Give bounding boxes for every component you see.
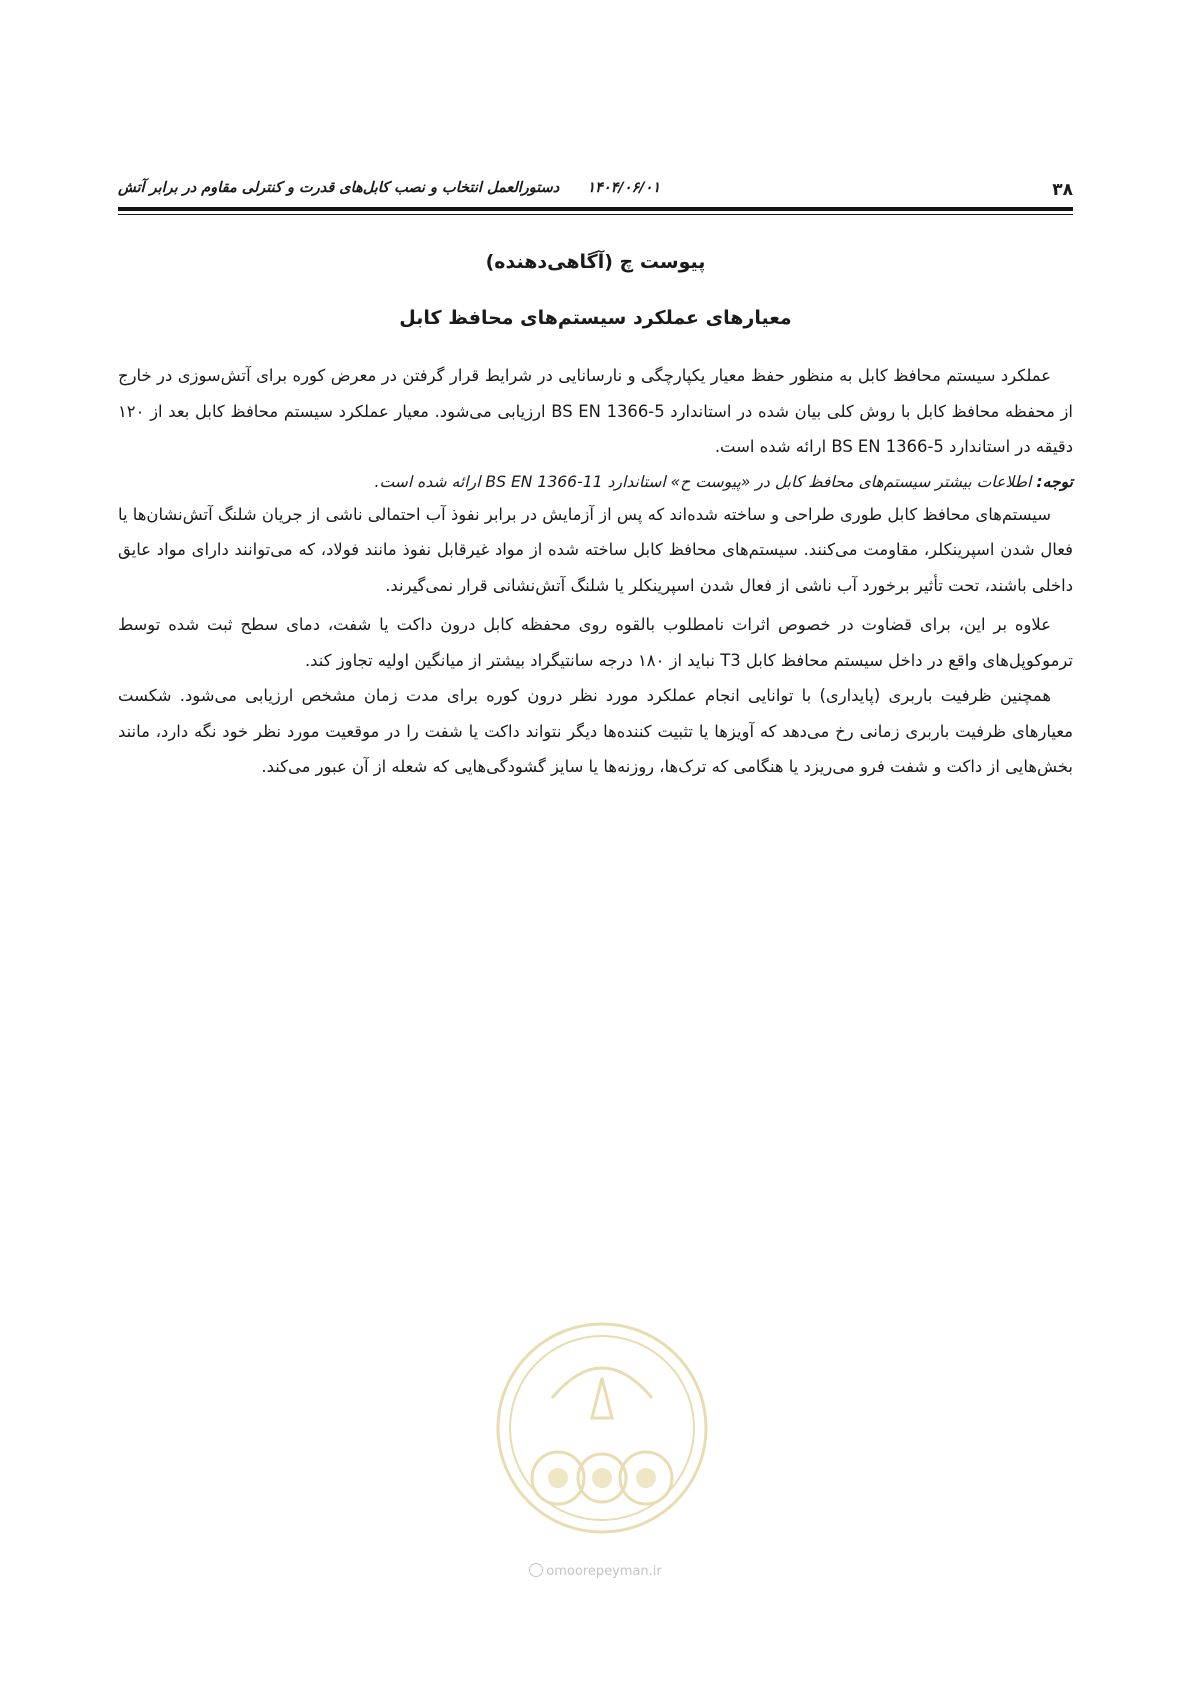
organization-seal-icon	[492, 1318, 712, 1538]
page-header	[118, 178, 1073, 204]
annex-title: پیوست چ (آگاهی‌دهنده)	[485, 251, 706, 273]
watermark-text: omoorepeyman.ir	[546, 1564, 662, 1579]
paragraph-1: عملکرد سیستم محافظ کابل به منظور حفظ معیار یکپارچگی و نارسانایی در شرایط قرار گرفتن در معرض کوره برای آتش‌سوزی در خارج از محفظه محافظ کابل با روش کلی بیان شده در استاندارد BS EN 1366-5 ارزیابی می‌شود. معیار عملکرد سیستم محافظ کابل بعد از ۱۲۰ دقیقه در استاندارد BS EN 1366-5 ارائه شده است.	[118, 366, 1073, 456]
titles-block	[118, 248, 1073, 332]
note	[118, 467, 1073, 497]
page-number: ۳۸	[1052, 180, 1073, 200]
header-rule-thick	[118, 207, 1073, 211]
running-title	[118, 180, 660, 196]
paragraph-3: علاوه بر این، برای قضاوت در خصوص اثرات نامطلوب بالقوه روی محفظه کابل درون داکت یا شفت، دمای سطح ثبت شده توسط ترموکوپل‌های واقع در داخل سیستم محافظ کابل T3 نباید از ۱۸۰ درجه سانتیگراد بیشتر از میانگین اولیه تجاوز کند.	[118, 615, 1073, 670]
watermark	[0, 1563, 1191, 1579]
paragraph-4: همچنین ظرفیت باربری (پایداری) با توانایی انجام عملکرد مورد نظر درون کوره برای مدت زمان مشخص ارزیابی می‌شود. شکست معیارهای ظرفیت باربری زمانی رخ می‌دهد که آویزها یا تثبیت کننده‌ها دیگر نتواند داکت یا شفت را در موقعیت مورد نظر خود نگه دارد، مانند بخش‌هایی از داکت و شفت فرو می‌ریزد یا هنگامی که ترک‌ها، روزنه‌ها یا سایز گشودگی‌هایی که شعله از آن عبور می‌کند.	[118, 686, 1073, 776]
paragraph-2: سیستم‌های محافظ کابل طوری طراحی و ساخته شده‌اند که پس از آزمایش در برابر نفوذ آب احتمالی ناشی از جریان شلنگ آتش‌نشان‌ها یا فعال شدن اسپرینکلر، مقاومت می‌کنند. سیستم‌های محافظ کابل ساخته شده از مواد غیرقابل نفوذ مانند فولاد، که می‌توانند دارای مواد عایق داخلی باشند، تحت تأثیر برخورد آب ناشی از فعال شدن اسپرینکلر یا شلنگ آتش‌نشانی قرار نمی‌گیرند.	[118, 504, 1073, 595]
note-text: اطلاعات بیشتر سیستم‌های محافظ کابل در «پیوست ح» استاندارد BS EN 1366-11 ارائه شده است.	[374, 472, 1037, 491]
at-icon	[529, 1563, 543, 1577]
header-date: ۱۴۰۴/۰۶/۰۱	[587, 180, 661, 196]
header-rule-thin	[118, 214, 1073, 215]
body-text	[118, 358, 1073, 785]
section-title: معیارهای عملکرد سیستم‌های محافظ کابل	[399, 307, 792, 329]
running-title-text: دستورالعمل انتخاب و نصب کابل‌های قدرت و کنترلی مقاوم در برابر آتش	[118, 180, 560, 196]
note-label: توجه:	[1036, 472, 1073, 491]
